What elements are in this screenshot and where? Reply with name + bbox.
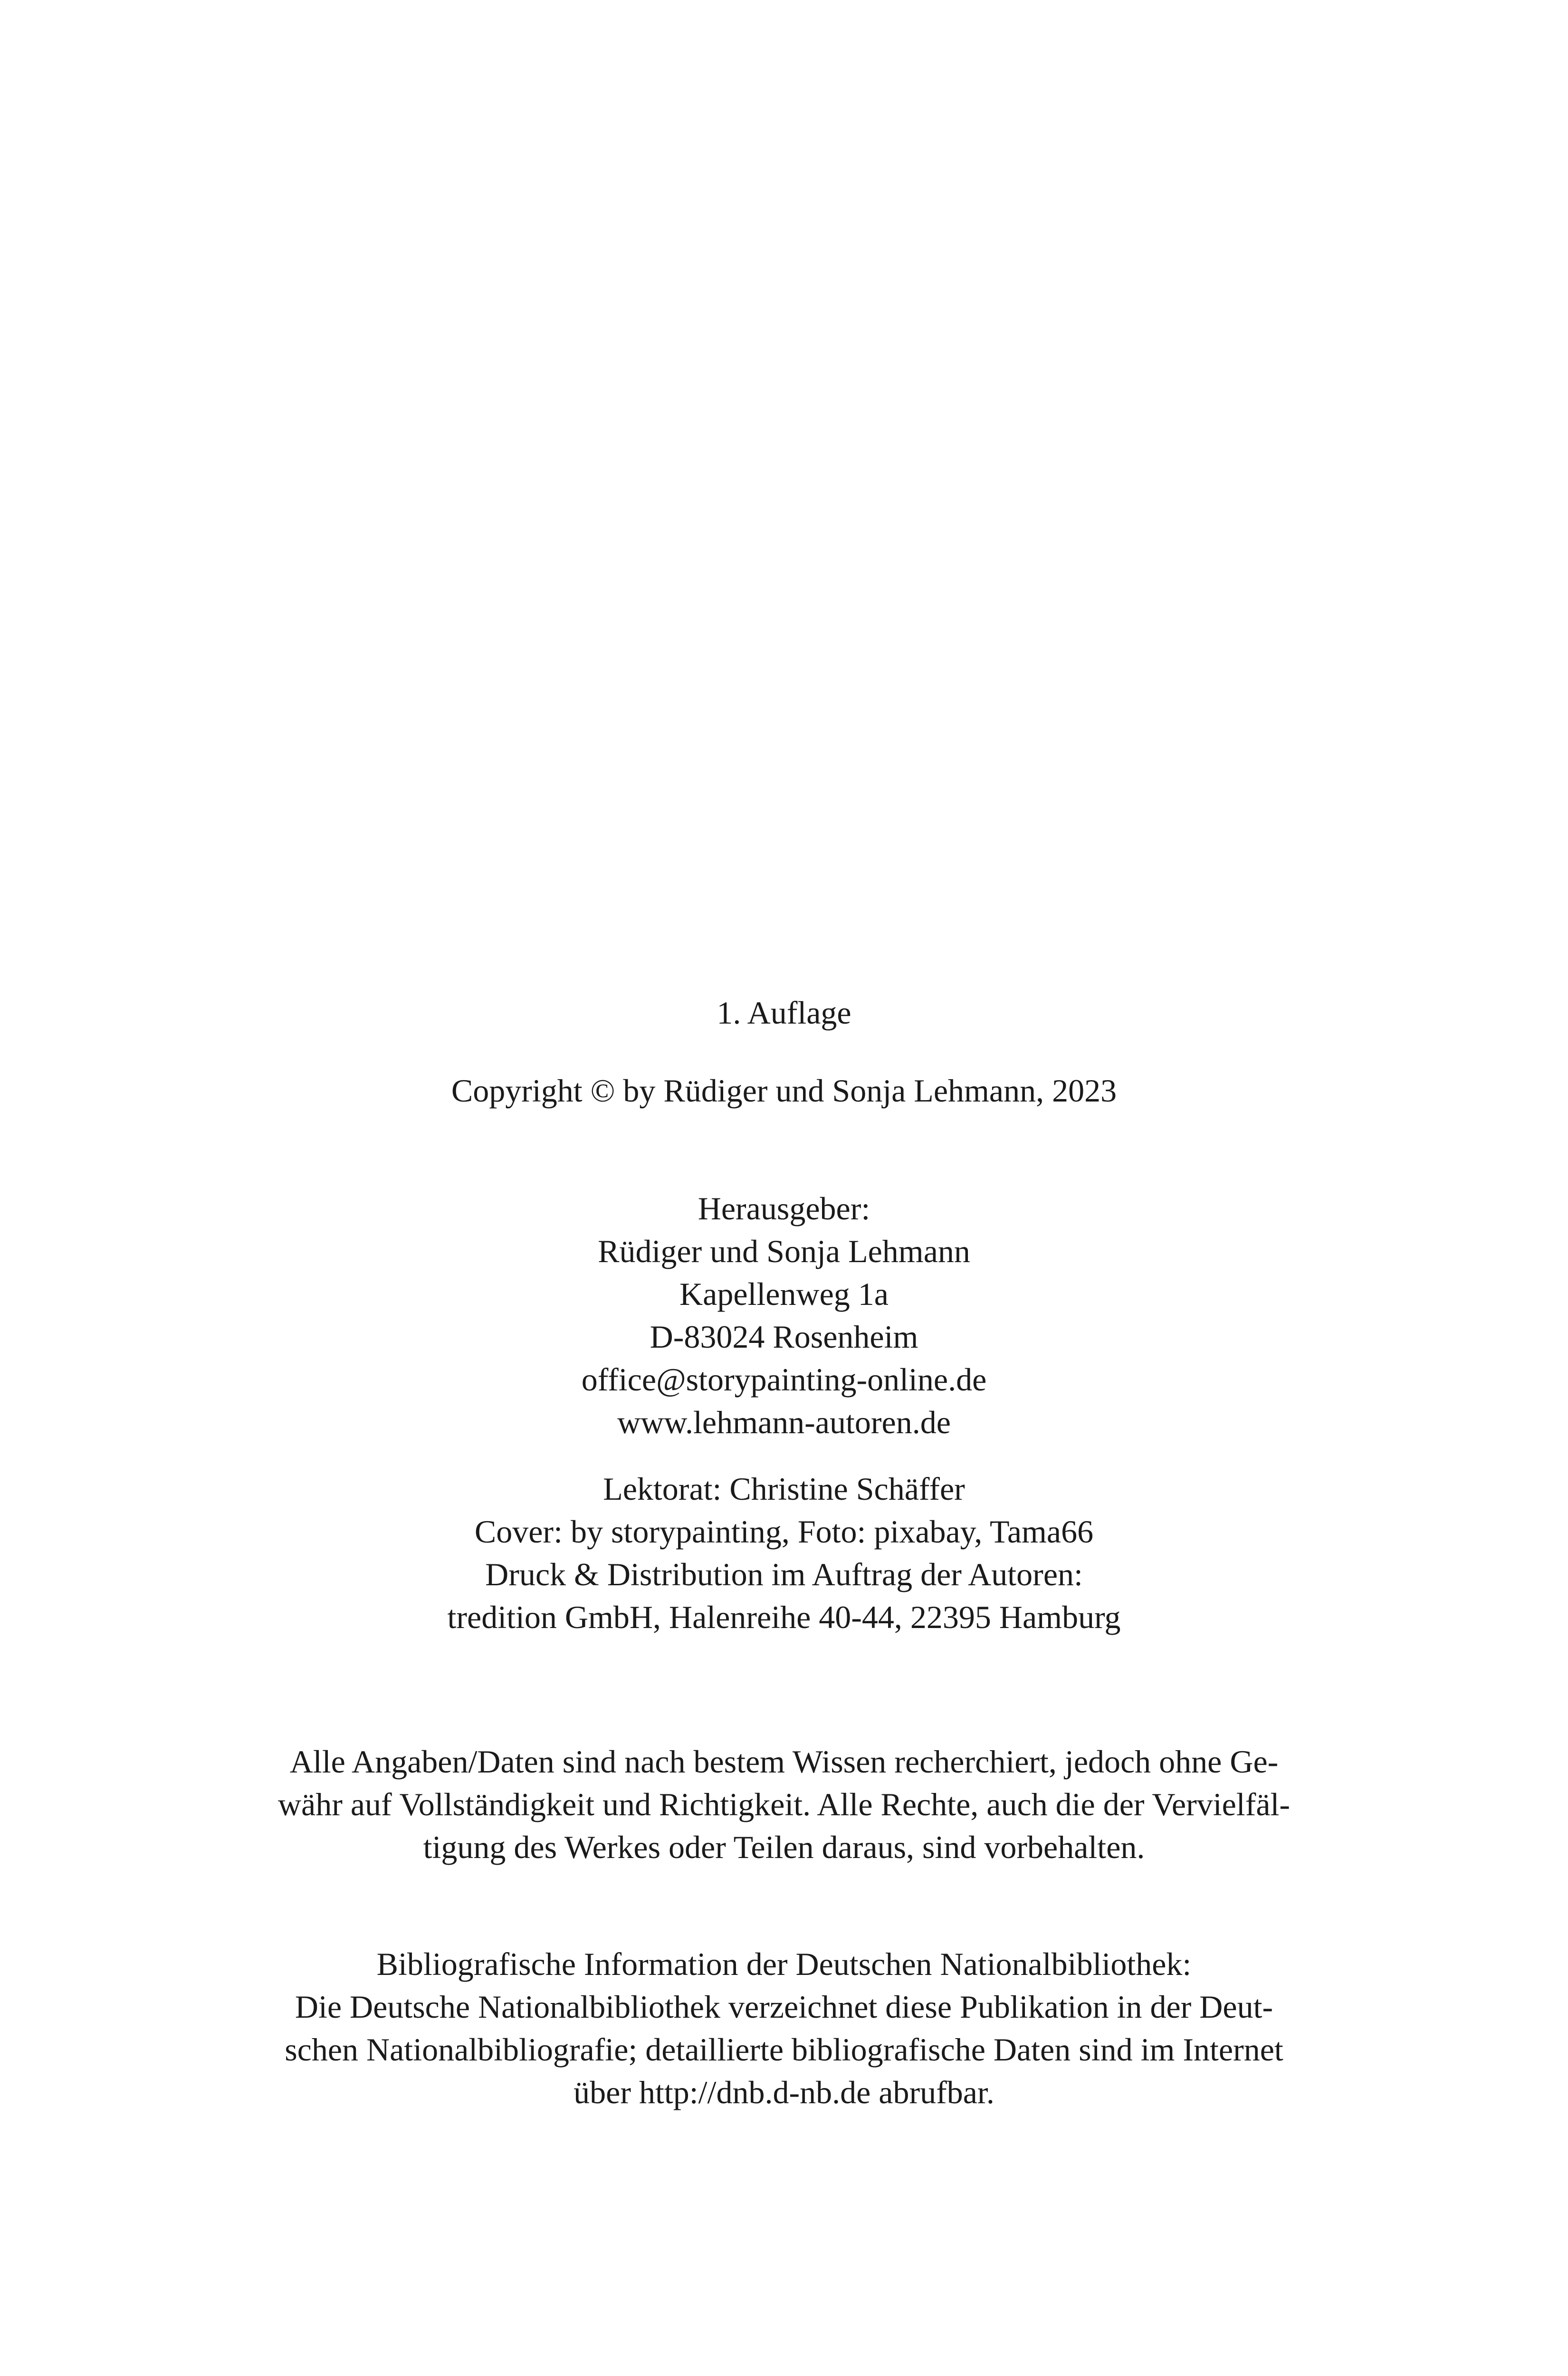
bibliographic-line: Die Deutsche Nationalbibliothek verzeichnet diese Publikation in der Deut- bbox=[295, 1989, 1273, 2025]
production-block bbox=[0, 1467, 1568, 1638]
edition-block bbox=[0, 991, 1568, 1034]
bibliographic-line: Bibliografische Information der Deutschen Nationalbibliothek: bbox=[376, 1946, 1192, 1982]
edition-text: 1. Auflage bbox=[717, 995, 851, 1031]
printing-credit: Druck & Distribution im Auftrag der Autoren: bbox=[485, 1556, 1083, 1592]
publisher-label: Herausgeber: bbox=[698, 1190, 870, 1226]
publisher-street: Kapellenweg 1a bbox=[679, 1276, 889, 1312]
copyright-block bbox=[0, 1069, 1568, 1112]
bibliographic-line: schen Nationalbibliografie; detaillierte bibliografische Daten sind im Internet bbox=[285, 2031, 1283, 2068]
publisher-names: Rüdiger und Sonja Lehmann bbox=[598, 1233, 970, 1269]
bibliographic-line: über http://dnb.d-nb.de abrufbar. bbox=[574, 2074, 994, 2110]
publisher-email[interactable]: office@storypainting-online.de bbox=[581, 1361, 987, 1398]
publisher-block bbox=[0, 1187, 1568, 1444]
disclaimer-block bbox=[0, 1740, 1568, 1868]
cover-credit: Cover: by storypainting, Foto: pixabay, Tama66 bbox=[474, 1514, 1094, 1550]
disclaimer-line: tigung des Werkes oder Teilen daraus, sind vorbehalten. bbox=[423, 1829, 1145, 1865]
bibliographic-block bbox=[0, 1943, 1568, 2114]
disclaimer-line: Alle Angaben/Daten sind nach bestem Wissen recherchiert, jedoch ohne Ge- bbox=[289, 1744, 1279, 1780]
disclaimer-line: währ auf Vollständigkeit und Richtigkeit. Alle Rechte, auch die der Vervielfäl- bbox=[277, 1786, 1291, 1822]
publisher-city: D-83024 Rosenheim bbox=[650, 1319, 918, 1355]
editing-credit: Lektorat: Christine Schäffer bbox=[603, 1471, 965, 1507]
copyright-text: Copyright © by Rüdiger und Sonja Lehmann, 2023 bbox=[451, 1073, 1117, 1109]
printer-address: tredition GmbH, Halenreihe 40-44, 22395 Hamburg bbox=[447, 1599, 1121, 1635]
publisher-website[interactable]: www.lehmann-autoren.de bbox=[617, 1404, 951, 1440]
